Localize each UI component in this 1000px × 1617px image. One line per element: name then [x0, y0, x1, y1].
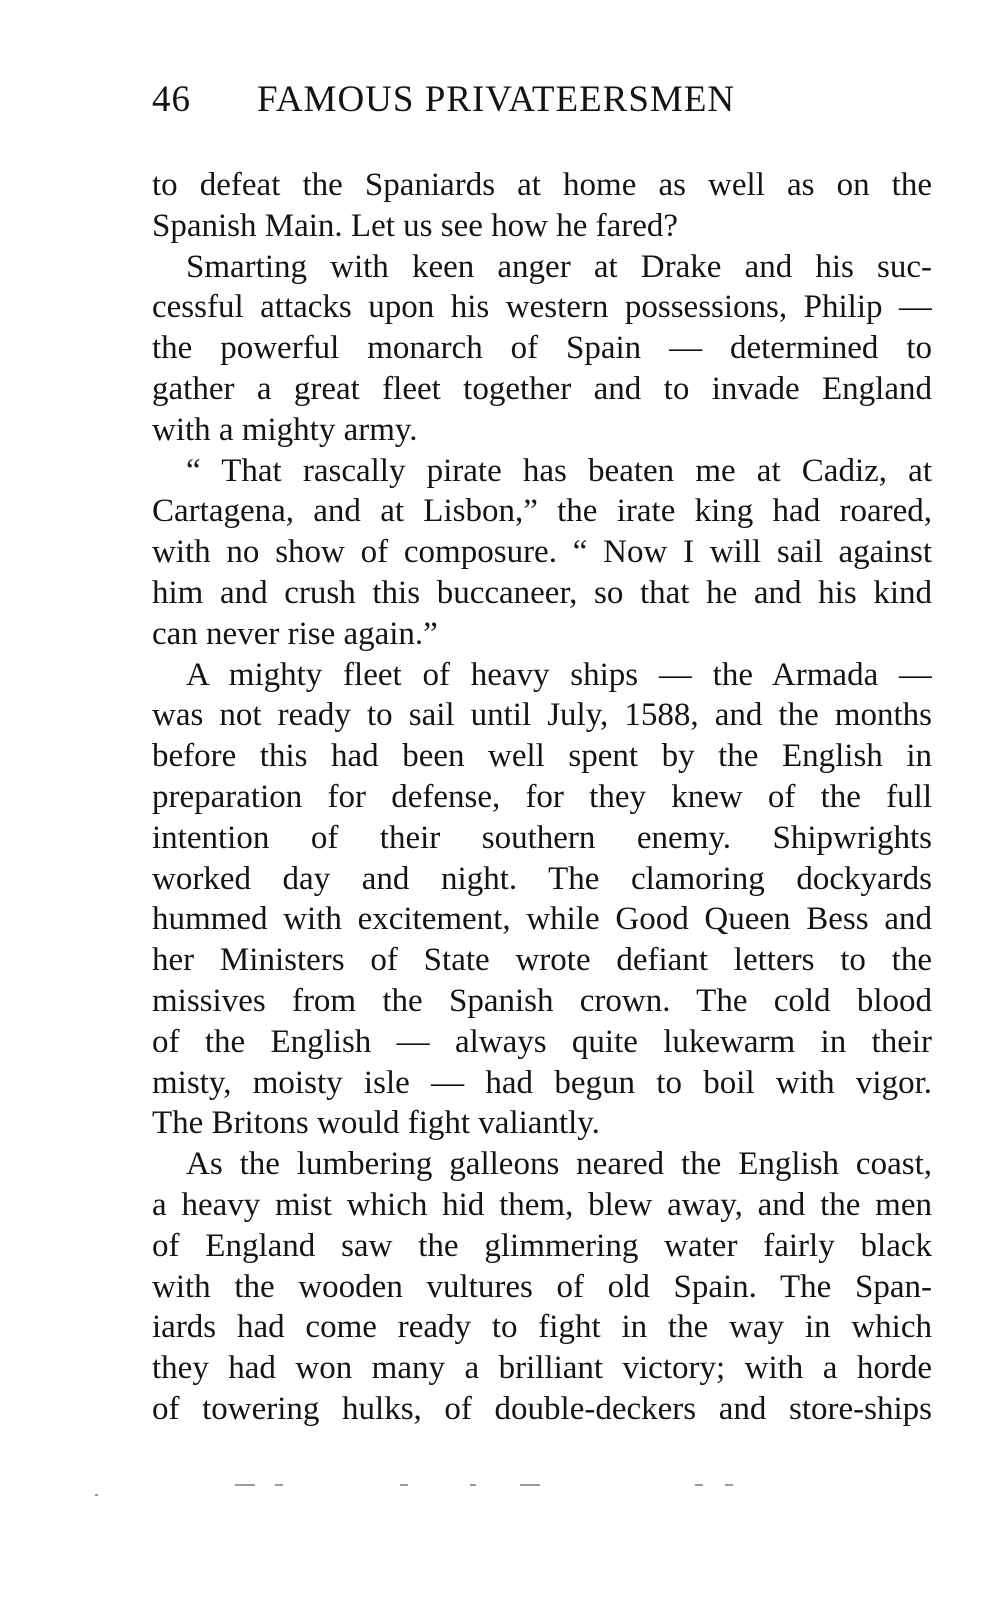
text-line: a heavy mist which hid them, blew away, and the men [152, 1186, 932, 1223]
text-line: As the lumbering galleons neared the English coast, [186, 1146, 932, 1183]
page-number: 46 [152, 79, 191, 120]
text-line: can never rise again.” [152, 615, 438, 652]
text-line: of the English — always quite lukewarm in their [152, 1023, 932, 1060]
text-line: they had won many a brilliant victory; with a horde [152, 1350, 932, 1387]
text-line: of towering hulks, of double-deckers and store-ships [152, 1390, 932, 1427]
text-line: missives from the Spanish crown. The cold blood [152, 982, 932, 1019]
text-line: A mighty fleet of heavy ships — the Armada — [186, 656, 932, 693]
text-line: worked day and night. The clamoring dockyards [152, 860, 932, 897]
text-line: Smarting with keen anger at Drake and his suc- [186, 248, 932, 285]
text-line: misty, moisty isle — had begun to boil with vigor. [152, 1064, 932, 1101]
text-line: gather a great fleet together and to invade England [152, 370, 932, 407]
text-line: The Britons would fight valiantly. [152, 1105, 600, 1142]
text-line: to defeat the Spaniards at home as well as on the [152, 167, 932, 203]
text-line: hummed with excitement, while Good Queen Bess and [152, 901, 932, 938]
scan-artifacts [90, 1478, 790, 1508]
text-line: with the wooden vultures of old Spain. The Span- [152, 1268, 932, 1305]
text-line: iards had come ready to fight in the way in which [152, 1309, 932, 1346]
body-text [152, 165, 932, 1430]
text-line: the powerful monarch of Spain — determined to [152, 330, 932, 367]
text-line: with no show of composure. “ Now I will sail against [152, 534, 932, 571]
text-line: intention of their southern enemy. Shipwrights [152, 819, 932, 856]
text-line: her Ministers of State wrote defiant letters to the [152, 942, 932, 979]
text-line: him and crush this buccaneer, so that he and his kind [152, 574, 932, 611]
text-line: Spanish Main. Let us see how he fared? [152, 207, 679, 244]
text-line: with a mighty army. [152, 411, 418, 448]
text-line: was not ready to sail until July, 1588, and the months [152, 697, 932, 734]
page-header [152, 78, 952, 128]
text-line: Cartagena, and at Lisbon,” the irate king had roared, [152, 493, 932, 530]
text-line: “ That rascally pirate has beaten me at Cadiz, at [186, 452, 932, 489]
text-line: cessful attacks upon his western possessions, Philip — [152, 289, 932, 326]
running-title: FAMOUS PRIVATEERSMEN [257, 79, 736, 120]
text-line: of England saw the glimmering water fairly black [152, 1227, 932, 1264]
text-line: before this had been well spent by the English in [152, 738, 932, 775]
text-line: preparation for defense, for they knew of the full [152, 778, 932, 815]
